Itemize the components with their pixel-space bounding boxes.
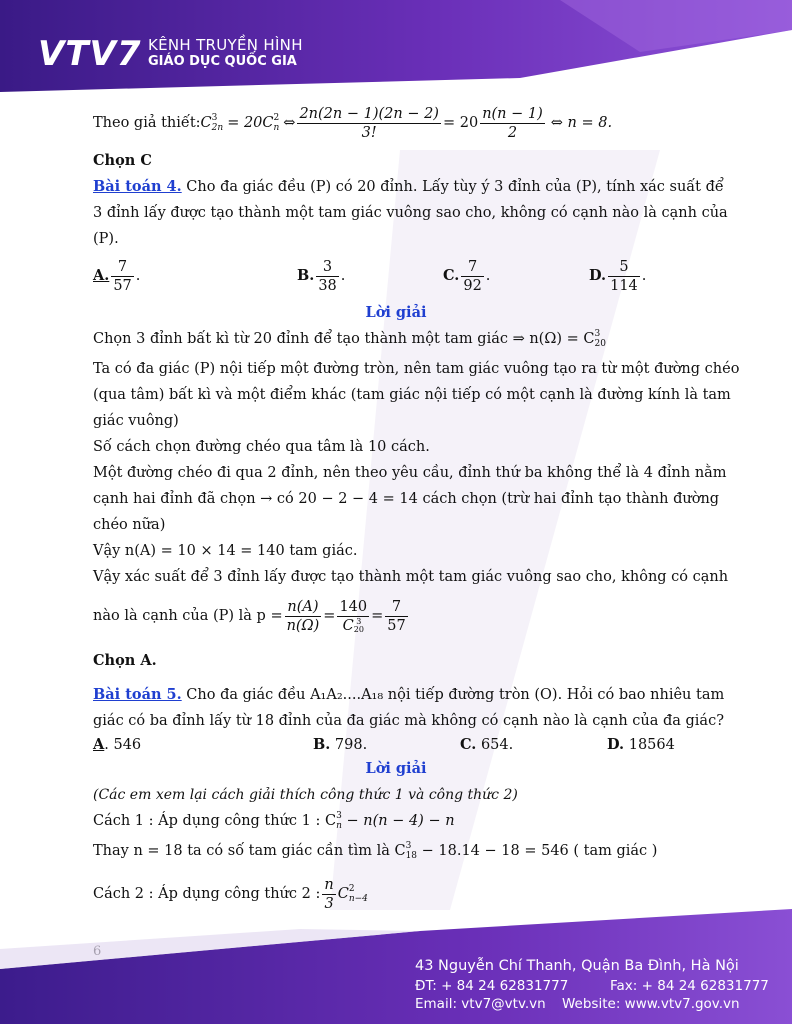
solution-step-2: Ta có đa giác (P) nội tiếp một đường tròn, nên tam giác vuông tạo ra từ một đường chéo xyxy=(93,361,740,377)
problem-4-line2: 3 đỉnh lấy được tạo thành một tam giác vuông sao cho, không có cạnh nào là cạnh của xyxy=(93,205,728,221)
option-c[interactable]: C. 654. xyxy=(460,736,514,753)
vtv7-logo: VTV7 xyxy=(38,34,142,74)
method-2: Cách 2 : Áp dụng công thức 2 : $\frac{n}{3}$ C 2 n−4 xyxy=(93,876,368,912)
solution-step-10: Vậy xác suất để 3 đỉnh lấy được tạo thành một tam giác vuông sao cho, không có cạnh xyxy=(93,569,729,585)
problem-4-line3: (P). xyxy=(93,231,119,247)
problem-4-options xyxy=(93,252,699,300)
solution-step-4: giác vuông) xyxy=(93,413,179,429)
solution-step-3: (qua tâm) bất kì và một điểm khác (tam giác nội tiếp có một cạnh là đường kính là tam xyxy=(93,387,731,403)
given-equation: Theo giả thiết: C 3 2n = 20C 2 n ⇔ $\frac{2n(2n - 1)(2n - 2)}{3!}$ = 20 $\frac{n(n - 1)}{2}$ ⇔ n = 8. xyxy=(93,105,613,141)
option-a[interactable]: A. $\frac{7}{57}$ . xyxy=(93,258,141,294)
option-d[interactable]: D. 18564 xyxy=(607,736,675,753)
solution-heading-2: Lời giải xyxy=(365,760,427,777)
option-d[interactable]: D. $\frac{5}{114}$ . xyxy=(589,258,647,294)
problem-4-line1: Bài toán 4. Cho đa giác đều (P) có 20 đỉnh. Lấy tùy ý 3 đỉnh của (P), tính xác suất để xyxy=(93,178,724,195)
footer-fax: Fax: + 84 24 62831777 xyxy=(610,978,769,994)
method-1-result: Thay n = 18 ta có số tam giác cần tìm là C 3 18 − 18.14 − 18 = 546 ( tam giác ) xyxy=(93,841,658,861)
solution-step-6: Một đường chéo đi qua 2 đỉnh, nên theo yêu cầu, đỉnh thứ ba không thể là 4 đỉnh nằm xyxy=(93,465,727,481)
footer-phone: ĐT: + 84 24 62831777 xyxy=(415,978,569,994)
problem-5-link[interactable]: Bài toán 5. xyxy=(93,686,182,703)
solution-step-5: Số cách chọn đường chéo qua tâm là 10 cách. xyxy=(93,439,430,455)
answer-c: Chọn C xyxy=(93,152,152,169)
option-c[interactable]: C. $\frac{7}{92}$ . xyxy=(443,258,491,294)
footer-website[interactable]: Website: www.vtv7.gov.vn xyxy=(562,996,740,1012)
channel-name: KÊNH TRUYỀN HÌNH xyxy=(148,36,303,54)
note: (Các em xem lại cách giải thích công thức 1 và công thức 2) xyxy=(93,787,518,803)
channel-subtitle: GIÁO DỤC QUỐC GIA xyxy=(148,54,297,69)
solution-heading: Lời giải xyxy=(365,304,427,321)
option-b[interactable]: B. $\frac{3}{38}$ . xyxy=(297,258,346,294)
solution-step-9: Vậy n(A) = 10 × 14 = 140 tam giác. xyxy=(93,543,358,559)
option-a[interactable]: A. 546 xyxy=(93,736,142,753)
problem-4-link[interactable]: Bài toán 4. xyxy=(93,178,182,195)
document-body xyxy=(93,98,740,918)
answer-a: Chọn A. xyxy=(93,652,157,669)
probability-formula: nào là cạnh của (P) là p = $\frac{n(A)}{n(\Omega)}$ = 140 C 3 20 = $\frac{7}{57}$ xyxy=(93,598,406,634)
solution-step-1: Chọn 3 đỉnh bất kì từ 20 đỉnh để tạo thành một tam giác ⇒ n(Ω) = C 3 20 xyxy=(93,329,606,349)
problem-5-line1: Bài toán 5. Cho đa giác đều A₁A₂....A₁₈ nội tiếp đường tròn (O). Hỏi có bao nhiêu tam xyxy=(93,686,725,703)
problem-5-line2: giác có ba đỉnh lấy từ 18 đỉnh của đa giác mà không có cạnh nào là cạnh của đa giác? xyxy=(93,713,724,729)
option-b[interactable]: B. 798. xyxy=(313,736,368,753)
footer-email[interactable]: Email: vtv7@vtv.vn xyxy=(415,996,546,1012)
method-1: Cách 1 : Áp dụng công thức 1 : C 3 n − n(n − 4) − n xyxy=(93,811,455,831)
solution-step-7: cạnh hai đỉnh đã chọn → có 20 − 2 − 4 = 14 cách chọn (trừ hai đỉnh tạo thành đường xyxy=(93,491,720,507)
problem-5-options xyxy=(93,734,699,756)
footer-address: 43 Nguyễn Chí Thanh, Quận Ba Đình, Hà Nội xyxy=(415,958,739,974)
solution-step-8: chéo nữa) xyxy=(93,517,166,533)
